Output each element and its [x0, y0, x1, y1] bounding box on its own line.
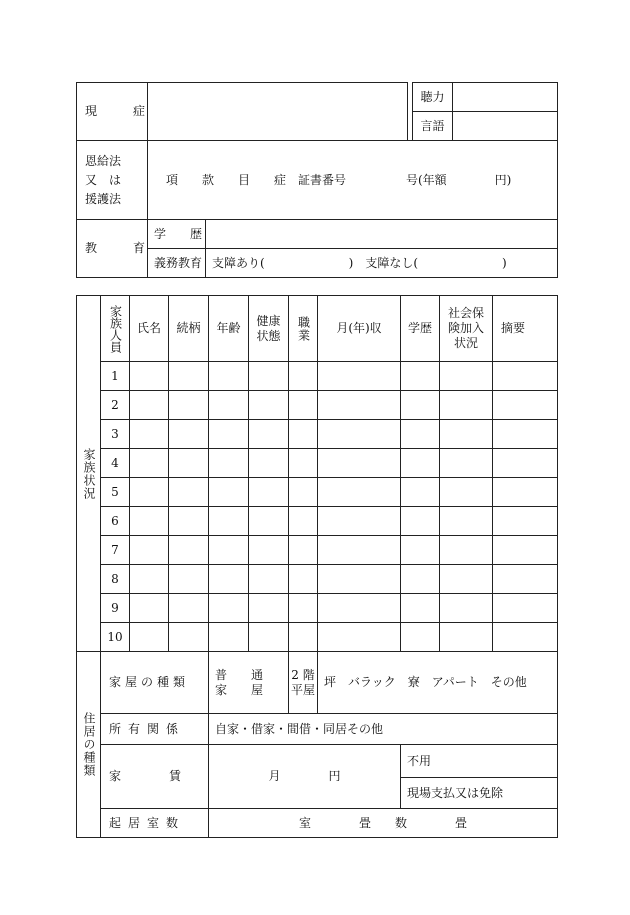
- genba-option[interactable]: 現場支払又は免除: [401, 778, 558, 809]
- header-insurance: 社会保険加入状況: [440, 296, 493, 362]
- table-row: 3: [77, 420, 558, 449]
- yachin-field[interactable]: 月 円: [209, 745, 401, 809]
- header-name: 氏名: [130, 296, 169, 362]
- personal-info-table: [76, 82, 558, 278]
- kaoku-options[interactable]: 坪 バラック 寮 アパート その他: [318, 652, 558, 714]
- table-row: 5: [77, 478, 558, 507]
- onkyu-label: 恩給法 又 は 援護法: [77, 141, 148, 220]
- header-age: 年齢: [209, 296, 249, 362]
- gengo-field[interactable]: [453, 112, 558, 141]
- gakureki-label: 学 歴: [148, 220, 206, 249]
- table-row: 4: [77, 449, 558, 478]
- header-job: 職業: [289, 296, 318, 362]
- kyoiku-label: 教 育: [77, 220, 148, 278]
- shoyu-options[interactable]: 自家・借家・間借・同居その他: [209, 714, 558, 745]
- header-education: 学歴: [401, 296, 440, 362]
- table-row: 9: [77, 594, 558, 623]
- onkyu-field[interactable]: 項 款 目 症 証書番号 号(年額 円): [148, 141, 558, 220]
- table-row: 1: [77, 362, 558, 391]
- header-remarks: 摘要: [493, 296, 558, 362]
- header-relation: 続柄: [169, 296, 209, 362]
- gimu-label: 義務教育: [148, 249, 206, 278]
- table-row: 2: [77, 391, 558, 420]
- housing-section-label: 住居の種類: [77, 652, 101, 838]
- choryoku-field[interactable]: [453, 83, 558, 112]
- table-row: 8: [77, 565, 558, 594]
- kikyo-field[interactable]: 室 畳 数 畳: [209, 809, 558, 838]
- header-income: 月(年)収: [318, 296, 401, 362]
- gengo-label: 言語: [413, 112, 453, 141]
- gakureki-field[interactable]: [206, 220, 558, 249]
- kaoku-label: 家屋の種類: [101, 652, 209, 714]
- shoyu-label: 所有関係: [101, 714, 209, 745]
- genjo-label: 現 症: [77, 83, 148, 141]
- table-row: 10: [77, 623, 558, 652]
- futsu-label: 普 通 家 屋: [209, 652, 289, 714]
- kikyo-label: 起居室数: [101, 809, 209, 838]
- family-housing-table: [76, 295, 558, 838]
- choryoku-label: 聴力: [413, 83, 453, 112]
- gimu-field[interactable]: 支障あり( ) 支障なし( ): [206, 249, 558, 278]
- family-section-label: 家族状況: [77, 296, 101, 652]
- table-row: 7: [77, 536, 558, 565]
- fuyo-option[interactable]: 不用: [401, 745, 558, 778]
- header-health: 健康状態: [249, 296, 289, 362]
- header-family-count: 家族人員: [101, 296, 130, 362]
- kaisou-label: 2 階 平屋: [289, 652, 318, 714]
- genjo-field[interactable]: [148, 83, 408, 141]
- table-row: 6: [77, 507, 558, 536]
- yachin-label: 家 賃: [101, 745, 209, 809]
